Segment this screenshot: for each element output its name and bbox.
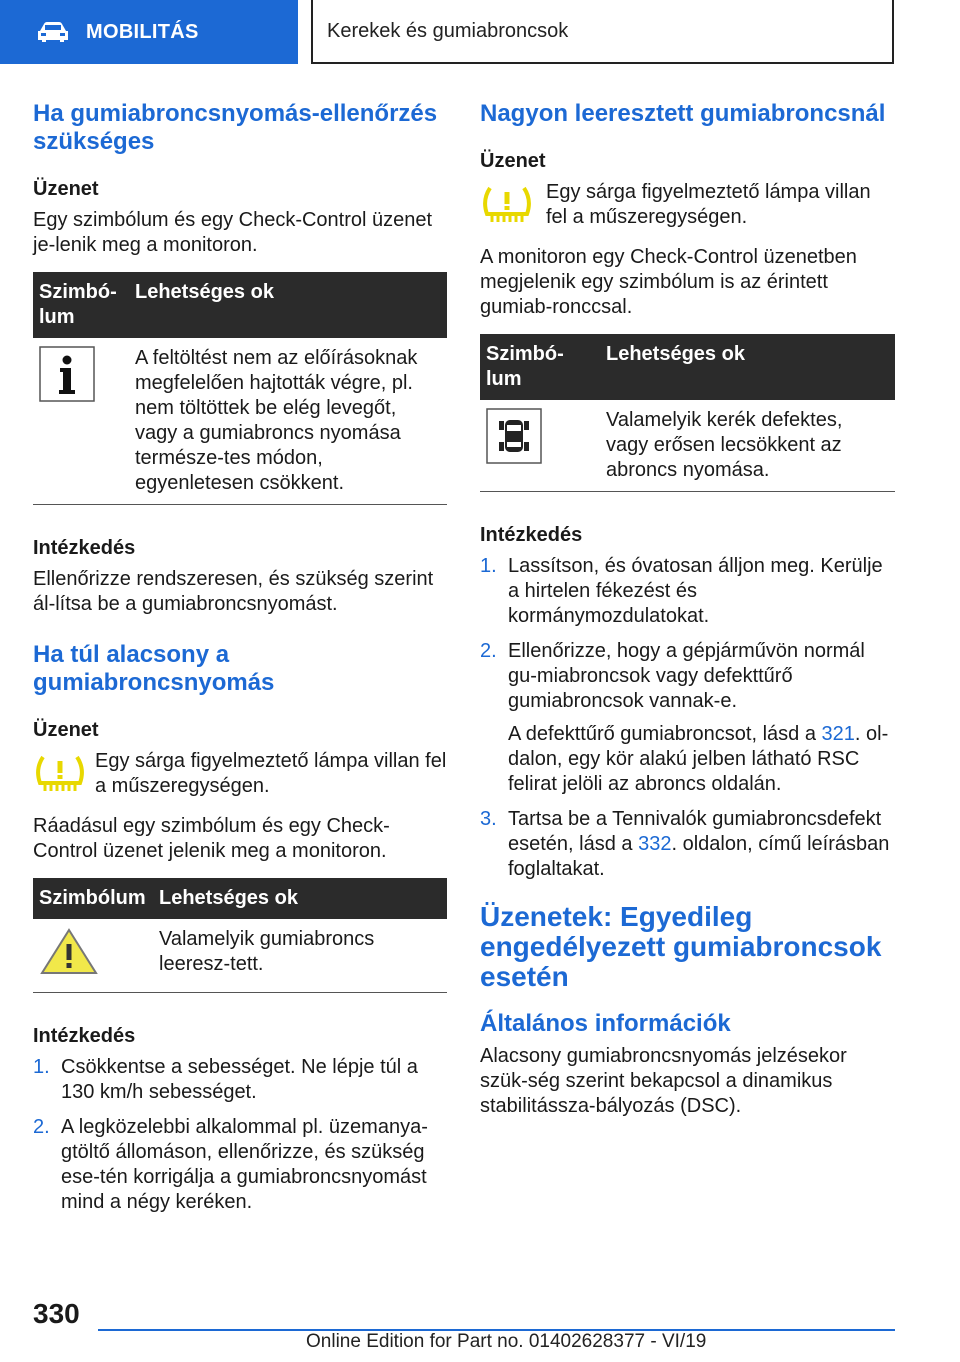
heading-too-low: Ha túl alacsony a gumiabroncsnyomás	[33, 641, 275, 696]
flat-tire-car-icon	[486, 408, 542, 464]
warning-triangle-icon	[39, 927, 99, 977]
message-text: Egy szimbólum és egy Check-Control üzenet je-lenik meg a monitoron.	[33, 209, 433, 256]
steps-list	[33, 1055, 447, 1215]
table-row	[33, 919, 447, 993]
table-header-cause: Lehetséges ok	[153, 878, 447, 919]
tire-pressure-warning-icon	[33, 753, 87, 797]
left-column	[33, 100, 447, 1235]
extra-text: Ráadásul egy szimbólum és egy Check-Control üzenet jelenik meg a monitoron.	[33, 815, 390, 862]
list-item: 3. Tartsa be a Tennivalók gumiabroncsdefekt esetén, lásd a 332. oldalon, című leírásban foglaltakat.	[480, 808, 890, 880]
lamp-text: Egy sárga figyelmeztető lámpa villan fel a műszeregységen.	[95, 750, 447, 797]
action-label: Intézkedés	[33, 537, 136, 559]
page-link-332[interactable]: 332	[638, 833, 672, 855]
car-icon	[36, 21, 70, 43]
warning-lamp-message	[480, 180, 895, 233]
section-label: MOBILITÁS	[86, 20, 199, 43]
general-text: Alacsony gumiabroncsnyomás jelzésekor szük-ség szerint bekapcsol a dinamikus stabilitássza-bályozás (DSC).	[480, 1045, 847, 1117]
extra-text: A monitoron egy Check-Control üzenetben megjelenik egy szimbólum is az érintett gumiab-ronccsal.	[480, 246, 857, 318]
chapter-title: Kerekek és gumiabroncsok	[311, 0, 894, 64]
table-header-symbol: Szimbó-lum	[33, 272, 129, 338]
step-note: A defekttűrő gumiabroncsot, lásd a 321. ol-dalon, egy kör alakú jelben látható RSC felirat jelöli az abroncs oldalán.	[508, 723, 889, 795]
table-header-symbol: Szimbólum	[33, 878, 153, 919]
list-item: 2. A legközelebbi alkalommal pl. üzemanya-gtöltő állomáson, ellenőrizze, és szükség ese-tén korrigálja a gumiabroncsnyomást mind a négy keréken.	[33, 1116, 428, 1213]
table-cell-cause: A feltöltést nem az előírásoknak megfelelően hajtották végre, pl. nem töltöttek be elég levegőt, vagy a gumiabroncs nyomása természe-tes módon, egyenletesen csökkent.	[129, 338, 447, 505]
list-item: 2. Ellenőrizze, hogy a gépjárművön normál gu-miabroncsok vagy defekttűrő gumiabroncsok vannak-e. A defekttűrő gumiabroncsot, lásd a 321. ol-dalon, egy kör alakú jelben látható RSC felirat jelöli az abroncs oldalán.	[480, 639, 895, 797]
action-text: Ellenőrizze rendszeresen, és szükség szerint ál-lítsa be a gumiabroncsnyomást.	[33, 568, 434, 615]
action-label: Intézkedés	[33, 1025, 136, 1047]
table-cell-cause: Valamelyik kerék defektes, vagy erősen lecsökkent az abroncs nyomása.	[600, 400, 895, 492]
steps-list	[480, 554, 895, 882]
symbol-table	[480, 334, 895, 492]
table-row	[480, 400, 895, 492]
symbol-table	[33, 878, 447, 993]
table-header-symbol: Szimbó-lum	[480, 334, 600, 400]
message-label: Üzenet	[480, 150, 546, 172]
symbol-table	[33, 272, 447, 505]
heading-check-needed: Ha gumiabroncsnyomás-ellenőrzés szükséges	[33, 100, 438, 155]
list-item: 1. Csökkentse a sebességet. Ne lépje túl a 130 km/h sebességet.	[33, 1056, 418, 1103]
page-link-321[interactable]: 321	[821, 723, 855, 745]
info-icon	[39, 346, 95, 402]
table-header-cause: Lehetséges ok	[129, 272, 447, 338]
heading-very-flat: Nagyon leeresztett gumiabroncsnál	[480, 100, 886, 127]
message-label: Üzenet	[33, 719, 99, 741]
heading-messages-approved-tires: Üzenetek: Egyedileg engedélyezett gumiabroncsok esetén	[480, 901, 882, 992]
table-header-cause: Lehetséges ok	[600, 334, 895, 400]
warning-lamp-message	[33, 749, 447, 802]
heading-general-info: Általános információk	[480, 1010, 731, 1037]
page-number: 330	[33, 1298, 80, 1329]
tire-pressure-warning-icon	[480, 184, 534, 228]
table-row	[33, 338, 447, 505]
section-tab	[0, 0, 298, 64]
list-item: 1. Lassítson, és óvatosan álljon meg. Kerülje a hirtelen fékezést és kormánymozdulatokat.	[480, 555, 883, 627]
message-label: Üzenet	[33, 178, 99, 200]
right-column	[480, 100, 895, 1133]
footer-edition: Online Edition for Part no. 01402628377 - VI/19	[306, 1331, 707, 1352]
table-cell-cause: Valamelyik gumiabroncs leeresz-tett.	[153, 919, 447, 993]
action-label: Intézkedés	[480, 524, 583, 546]
lamp-text: Egy sárga figyelmeztető lámpa villan fel a műszeregységen.	[546, 181, 871, 228]
